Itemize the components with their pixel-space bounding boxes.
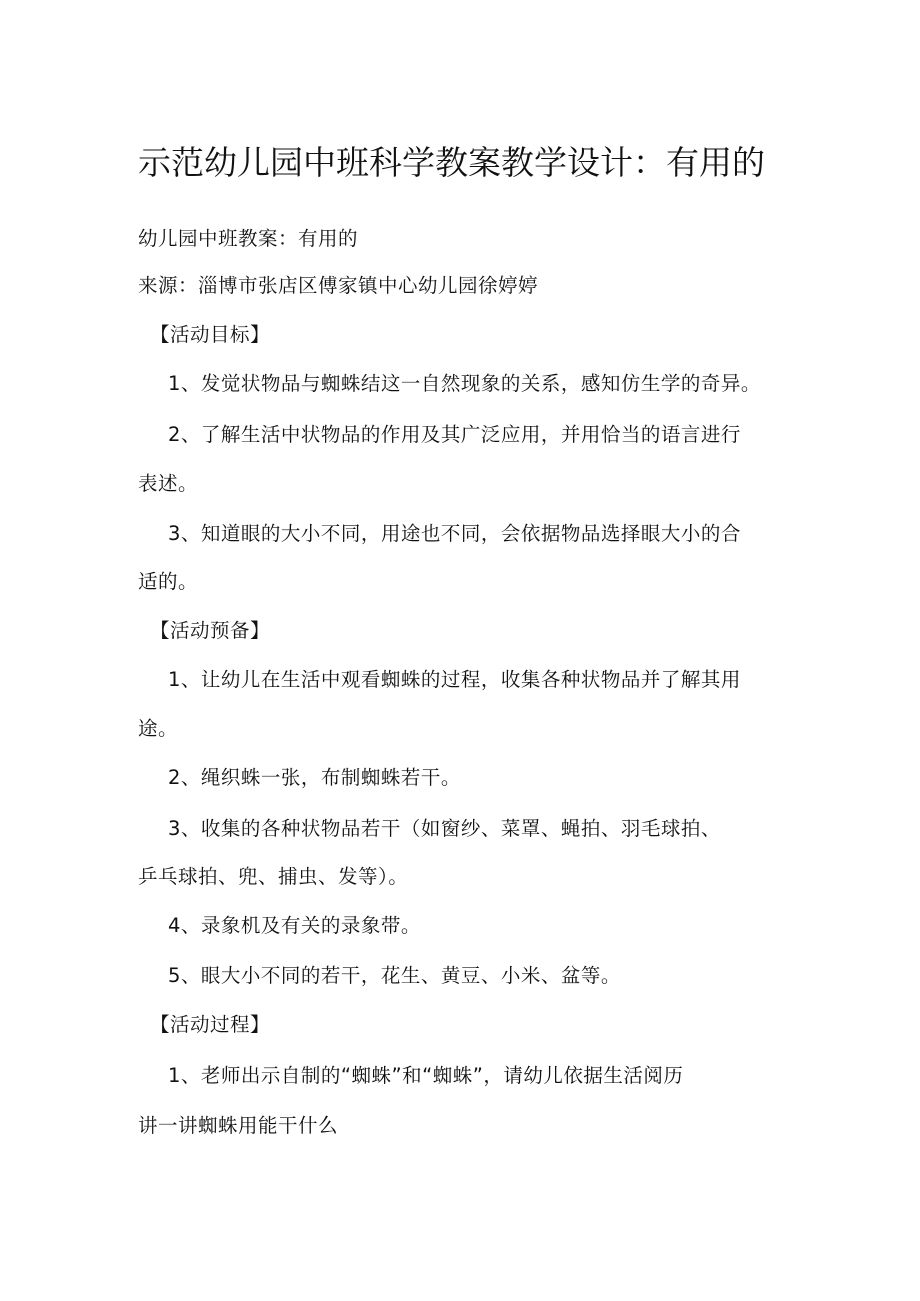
goals-item-3-line-2: 适的。 [138,570,199,593]
goals-item-2-line-2: 表述。 [138,472,199,495]
section-heading-preparation: 【活动预备】 [150,619,271,642]
document-title: 示范幼儿园中班科学教案教学设计：有用的 [138,143,765,182]
goals-item-3-line-1: 3、知道眼的大小不同，用途也不同，会依据物品选择眼大小的合 [168,522,741,545]
goals-item-1: 1、发觉状物品与蜘蛛结这一自然现象的关系，感知仿生学的奇异。 [168,372,761,395]
preparation-item-5: 5、眼大小不同的若干，花生、黄豆、小米、盆等。 [168,964,621,987]
process-item-1-line-1: 1、老师出示自制的“蜘蛛”和“蜘蛛”，请幼儿依据生活阅历 [168,1064,684,1087]
process-item-1-line-2: 讲一讲蜘蛛用能干什么 [138,1114,339,1137]
document-source: 来源：淄博市张店区傅家镇中心幼儿园徐婷婷 [138,274,539,297]
goals-item-2-line-1: 2、了解生活中状物品的作用及其广泛应用，并用恰当的语言进行 [168,423,741,446]
document-subtitle: 幼儿园中班教案：有用的 [138,227,359,250]
section-heading-goals: 【活动目标】 [150,323,271,346]
preparation-item-3-line-2: 乒乓球拍、兜、捕虫、发等）。 [138,865,409,888]
preparation-item-4: 4、录象机及有关的录象带。 [168,914,421,937]
preparation-item-1-line-2: 途。 [138,717,179,740]
preparation-item-1-line-1: 1、让幼儿在生活中观看蜘蛛的过程，收集各种状物品并了解其用 [168,668,741,691]
preparation-item-2: 2、绳织蛛一张，布制蜘蛛若干。 [168,766,461,789]
section-heading-process: 【活动过程】 [150,1013,271,1036]
preparation-item-3-line-1: 3、收集的各种状物品若干（如窗纱、菜罩、蝇拍、羽毛球拍、 [168,817,721,840]
